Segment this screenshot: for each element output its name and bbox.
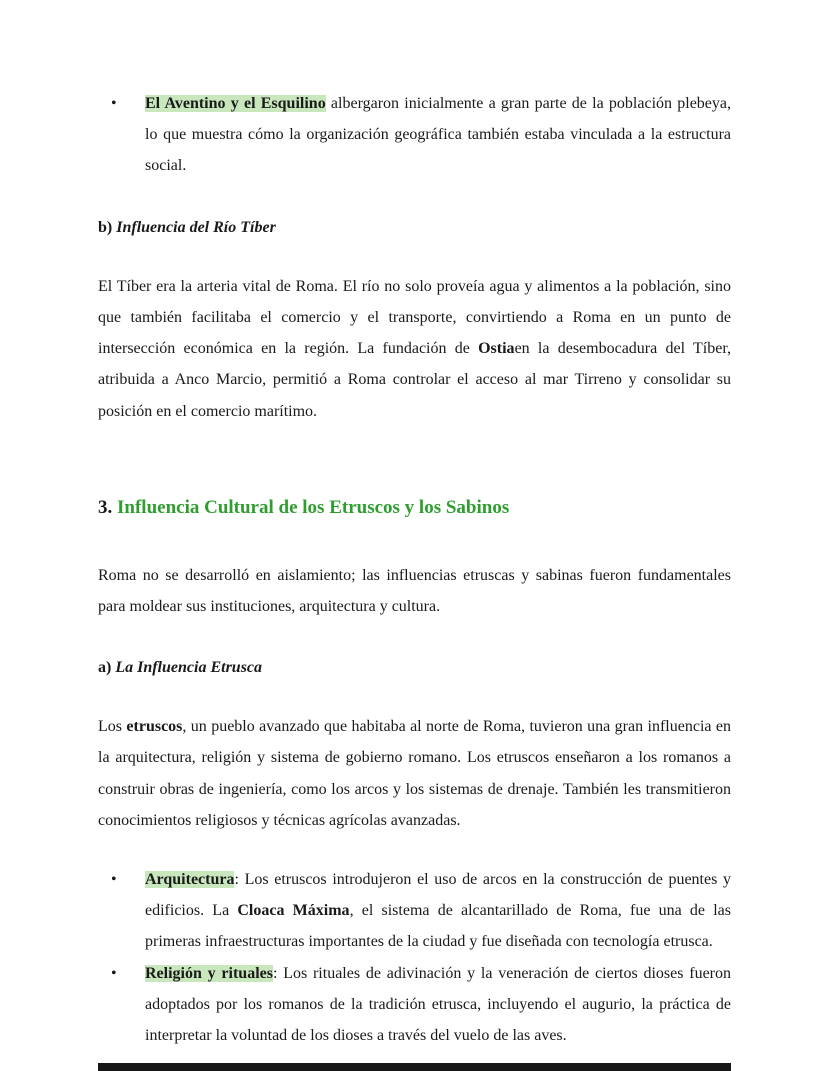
bold-term: Ostia xyxy=(478,340,515,358)
paragraph-text: : Los etruscos introdujeron el uso de arcos en la construcción de puentes y edificios. La xyxy=(145,871,731,920)
list-item xyxy=(98,958,731,1052)
bullet-list xyxy=(98,88,731,182)
highlighted-term: Arquitectura xyxy=(145,871,235,889)
paragraph xyxy=(98,271,731,427)
paragraph-text: : Los rituales de adivinación y la veneración de ciertos dioses fueron adoptados por los romanos de la tradición etrusca, incluyendo el augurio, la práctica de interpretar la voluntad de los dioses a través del vuelo de las aves. xyxy=(145,964,732,1044)
section-title: Influencia Cultural de los Etruscos y los Sabinos xyxy=(117,496,510,518)
section-heading xyxy=(98,489,731,526)
subsection-heading-b xyxy=(98,212,731,243)
highlighted-term: El Aventino y el Esquilino xyxy=(145,95,326,112)
subsection-heading-a xyxy=(98,652,731,683)
bold-term: etruscos xyxy=(126,718,183,736)
bold-term: Cloaca Máxima xyxy=(237,902,350,920)
list-item xyxy=(98,88,731,182)
paragraph-text: Roma no se desarrolló en aislamiento; las influencias etruscas y sabinas fueron fundamentales para moldear sus instituciones, arquitectura y cultura. xyxy=(98,566,731,615)
subsection-prefix: b) xyxy=(98,218,117,236)
page-bottom-border xyxy=(98,1063,731,1071)
paragraph-text: albergaron inicialmente a gran parte de la población plebeya, lo que muestra cómo la organización geográfica también estaba vinculada a la estructura social. xyxy=(145,95,731,175)
list-item xyxy=(98,864,731,958)
paragraph-text: El Tíber era la arteria vital de Roma. El río no solo proveía agua y alimentos a la población, sino que también facilitaba el comercio y el transporte, convirtiendo a Roma en un punto de intersección económica en la región. La fundación de xyxy=(98,277,731,358)
paragraph-text: , un pueblo avanzado que habitaba al norte de Roma, tuvieron una gran influencia en la arquitectura, religión y sistema de gobierno romano. Los etruscos enseñaron a los romanos a construir obras de ingeniería, como los arcos y los sistemas de drenaje. También les transmitieron conocimientos religiosos y técnicas agrícolas avanzadas. xyxy=(98,718,731,829)
bullet-marker: • xyxy=(111,871,117,889)
bullet-marker: • xyxy=(111,95,117,112)
paragraph xyxy=(98,711,731,836)
paragraph-text: , el sistema de alcantarillado de Roma, fue una de las primeras infraestructuras importantes de la ciudad y fue diseñada con tecnología etrusca. xyxy=(145,902,731,951)
bullet-list xyxy=(98,864,731,1051)
bullet-marker: • xyxy=(111,964,117,982)
document-content xyxy=(98,88,731,1071)
section-number: 3. xyxy=(98,496,117,518)
subsection-prefix: a) xyxy=(98,659,116,677)
subsection-title: Influencia del Río Tíber xyxy=(116,218,276,236)
subsection-title: La Influencia Etrusca xyxy=(115,659,263,677)
paragraph-text: Los xyxy=(98,718,127,736)
paragraph-text: en la desembocadura del Tíber, atribuida a Anco Marcio, permitió a Roma controlar el acceso al mar Tirreno y consolidar su posición en el comercio marítimo. xyxy=(98,340,731,420)
highlighted-term: Religión y rituales xyxy=(145,964,273,982)
paragraph xyxy=(98,560,731,622)
